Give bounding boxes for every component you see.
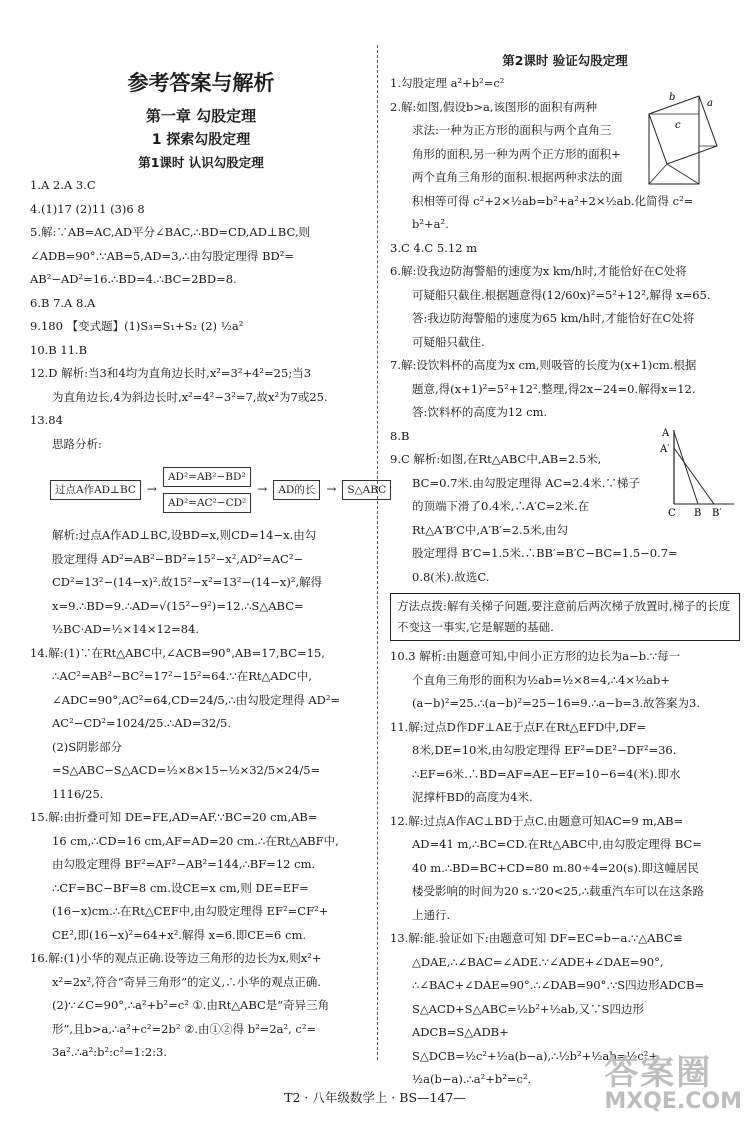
answer-line: 8米,DE=10米,由勾股定理得 EF²=DE²−DF²=36. (412, 743, 677, 757)
answer-line: 40 m.∴BD=BC+CD=80 m.80÷4=20(s).即这幢居民 (412, 860, 699, 875)
lesson-heading: 第2课时 验证勾股定理 (502, 53, 628, 68)
answer-line: b²+a². (412, 217, 449, 231)
answer-line: 16.解:(1)小华的观点正确.设等边三角形的边长为x,则x²+ (30, 951, 322, 965)
page-title: 参考答案与解析 (127, 71, 275, 95)
answer-line: 1.A 2.A 3.C (30, 178, 96, 192)
arrow-right-icon: → (326, 482, 337, 497)
answer-line: (2)S阴影部分=S△ABC−S△ACD=½×8×15−½×32/5×24/5= (52, 739, 321, 777)
answer-line: 楼受影响的时间为20 s.∵20<25,∴载重汽车可以在这条路 (412, 884, 705, 898)
arrow-right-icon: → (257, 482, 268, 497)
answer-line: 求法:一种为正方形的面积与两个直角三 (412, 123, 612, 137)
figure-label: A (662, 428, 670, 439)
answer-line: (2)∵∠C=90°,∴a²+b²=c² ①.由Rt△ABC是“奇异三角 (52, 998, 330, 1012)
answer-line: 2.解:如图,假设b>a,该图形的面积有两种 (390, 99, 598, 114)
answer-line: 12.D 解析:当3和4均为直角边长时,x²=3²+4²=25;当3 (30, 366, 312, 380)
chapter-heading: 第一章 勾股定理 (145, 107, 257, 125)
right-column (390, 48, 740, 1092)
figure-label: C (668, 508, 676, 518)
answer-line: 6.解:设我边防海警船的速度为x km/h时,才能恰好在C处将 (390, 264, 687, 278)
ladder-figure (660, 426, 740, 518)
answer-line: 股定理得 B′C=1.5米.∴BB′=B′C−BC=1.5−0.7= (412, 546, 678, 560)
flow-top-box: AD²=AB²−BD² (163, 467, 251, 487)
answer-line: 3.C 4.C 5.12 m (390, 240, 478, 255)
column-divider (377, 45, 378, 1060)
figure-label: a (707, 98, 713, 109)
flow-start-box: 过点A作AD⊥BC (50, 480, 141, 500)
flow-stack (163, 467, 251, 513)
answer-line: ∴CF=BC−BF=8 cm.设CE=x cm,则 DE=EF= (52, 880, 309, 895)
answer-line: ∠ADC=90°,AC²=64,CD=24/5,∴由勾股定理得 AD²= (52, 692, 341, 707)
answer-line: 为直角边长,4为斜边长时,x²=4²−3²=7,故x²为7或25. (52, 389, 328, 404)
answer-line: 9.180 【变式题】(1)S₃=S₁+S₂ (2) ½a² (30, 319, 244, 333)
answer-line: 思路分析: (52, 436, 102, 451)
watermark-text: 答案圈 (604, 1053, 713, 1093)
answer-line: x²=2x²,符合“奇异三角形”的定义,∴小华的观点正确. (52, 974, 321, 989)
answer-line: ∠ADB=90°.∵AB=5,AD=3,∴由勾股定理得 BD²= (30, 248, 294, 263)
answer-line: S△DCB=½c²+½a(b−a),∴½b²+½ab=½c²+ (412, 1048, 659, 1063)
answer-line: 8.B (390, 428, 410, 443)
answer-line: 两个直角三角形的面积.根据两种求法的面 (412, 170, 623, 184)
answer-line: 由勾股定理得 BF²=AF²−AB²=144,∴BF=12 cm. (52, 857, 316, 871)
answer-line: 1.勾股定理 a²+b²=c² (390, 76, 505, 90)
answer-line: AB²−AD²=16.∴BD=4.∴BC=2BD=8. (30, 272, 237, 286)
site-watermark (604, 1055, 742, 1113)
answer-line: 解析:过点A作AD⊥BC,设BD=x,则CD=14−x.由勾 (52, 528, 317, 542)
answer-line: 答:饮料杯的高度为12 cm. (412, 405, 548, 419)
answer-line: Rt△A′B′C中,A′B′=2.5米,由勾 (412, 522, 569, 537)
answer-line: 题意,得(x+1)²=5²+12².整理,得2x−24=0.解得x=12. (412, 381, 696, 396)
answer-line: 9.C 解析:如图,在Rt△ABC中,AB=2.5米, (390, 452, 602, 466)
answer-line: x=9.∴BD=9.∴AD=√(15²−9²)=12.∴S△ABC= (52, 598, 304, 613)
answer-line: 答:我边防海警船的速度为65 km/h时,才能恰好在C处将 (412, 311, 695, 325)
left-column (30, 48, 387, 1065)
answer-line: 15.解:由折叠可知 DE=FE,AD=AF.∵BC=20 cm,AB= (30, 810, 318, 824)
answer-line: 个直角三角形的面积为½ab=½×8=4,∴4×½ab+ (412, 672, 670, 687)
answer-line: 13.84 (30, 413, 63, 427)
watermark-url: MXQE.COM (604, 1089, 742, 1114)
answer-line: CE²,即(16−x)²=64+x².解得 x=6.即CE=6 cm. (52, 927, 307, 942)
answer-line: 16 cm,∴CD=16 cm,AF=AD=20 cm.∴在Rt△ABF中, (52, 833, 339, 848)
answer-line: ½BC·AD=½×14×12=84. (52, 622, 200, 636)
answer-line: ∴EF=6米.∴BD=AF=AE−EF=10−6=4(米).即水 (412, 766, 681, 781)
answer-line: 形”,且b>a,∴a²+c²=2b² ②.由①②得 b²=2a², c²= (52, 1021, 317, 1036)
answer-line: 13.解:能.验证如下:由题意可知 DF=EC=b−a.∵△ABC≌ (390, 931, 683, 945)
answer-line: 泥撑杆BD的高度为4米. (412, 790, 533, 804)
answer-line: 10.B 11.B (30, 342, 88, 357)
arrow-right-icon: → (146, 482, 157, 497)
answer-line: 11.解:过点D作DF⊥AE于点F.在Rt△EFD中,DF= (390, 719, 647, 734)
answer-line: ½a(b−a).∴a²+b²=c². (412, 1072, 532, 1086)
answer-line: 股定理得 AD²=AB²−BD²=15²−x²,AD²=AC²− (52, 551, 304, 566)
lesson-heading: 第1课时 认识勾股定理 (138, 155, 264, 170)
answer-line: 14.解:(1)∵在Rt△ABC中,∠ACB=90°,AB=17,BC=15, (30, 645, 325, 660)
answer-line: 10.3 解析:由题意可知,中间小正方形的边长为a−b.∵每一 (390, 649, 681, 663)
answer-line: 3a².∴a²:b²:c²=1:2:3. (52, 1045, 167, 1059)
answer-line: 6.B 7.A 8.A (30, 295, 96, 310)
figure-label: c (675, 120, 681, 131)
answer-line: 0.8(米).故选C. (412, 569, 490, 584)
answer-line: 角形的面积,另一种为两个正方形的面积+ (412, 146, 621, 161)
answer-line: 1116/25. (52, 786, 104, 801)
answer-line: 的顶端下滑了0.4米,∴A′C=2米.在 (412, 499, 590, 513)
answer-line: ∴AC²=AB²−BC²=17²−15²=64.∵在Rt△ADC中, (52, 669, 312, 683)
figure-label: b (669, 92, 676, 103)
answer-line: 7.解:设饮料杯的高度为x cm,则吸管的长度为(x+1)cm.根据 (390, 358, 697, 372)
answer-line: CD²=13²−(14−x)².故15²−x²=13²−(14−x)²,解得 (52, 575, 323, 589)
flow-mid-box: AD的长 (273, 480, 320, 500)
flow-end-box: S△ABC (342, 480, 391, 500)
answer-line: △DAE,∴∠BAC=∠ADE.∵∠ADE+∠DAE=90°, (412, 954, 664, 969)
answer-line: ∴∠BAC+∠DAE=90°.∴∠DAB=90°.∵S四边形ADCB= (412, 978, 705, 992)
answer-line: 5.解:∵AB=AC,AD平分∠BAC,∴BD=CD,AD⊥BC,则 (30, 225, 310, 239)
answer-line: (a−b)²=25.∴(a−b)²=25−16=9.∴a−b=3.故答案为3. (412, 696, 701, 710)
method-tip-box: 方法点拨:解有关梯子问题,要注意前后两次梯子放置时,梯子的长度不变这一事实,它是解题的基础. (390, 593, 740, 641)
pythagoras-square-figure (645, 88, 723, 188)
answer-line: 可疑船只截住.根据题意得(12/60x)²=5²+12²,解得 x=65. (412, 287, 711, 302)
answer-line: S△ACD+S△ABC=½b²+½ab,又∵S四边形ADCB=S△ADB+ (412, 1001, 644, 1039)
answer-line: 积相等可得 c²+2×½ab=b²+a²+2×½ab.化简得 c²= (412, 193, 694, 208)
answer-line: 12.解:过点A作AC⊥BD于点C.由题意可知AC=9 m,AB= (390, 813, 684, 828)
answer-line: AC²−CD²=1024/25.∴AD=32/5. (52, 716, 232, 730)
answer-line: 上通行. (412, 907, 451, 922)
flow-bottom-box: AD²=AC²−CD² (163, 493, 251, 513)
answer-line: AD=41 m,∴BC=CD.在Rt△ABC中,由勾股定理得 BC= (412, 837, 702, 851)
thinking-flowchart (50, 462, 387, 518)
page-footer: T2 · 八年级数学上 · BS—147— (284, 1090, 466, 1105)
section-heading: 1 探索勾股定理 (151, 132, 251, 148)
answer-line: BC=0.7米.由勾股定理得 AC=2.4米.∵梯子 (412, 475, 640, 490)
answer-line: (16−x)cm.∴在Rt△CEF中,由勾股定理得 EF²=CF²+ (52, 904, 329, 918)
answer-line: 4.(1)17 (2)11 (3)6 8 (30, 201, 145, 216)
figure-label: A′ (660, 444, 670, 455)
figure-label: B′ (712, 508, 722, 518)
figure-label: B (694, 508, 702, 518)
answer-line: 可疑船只截住. (412, 334, 485, 349)
